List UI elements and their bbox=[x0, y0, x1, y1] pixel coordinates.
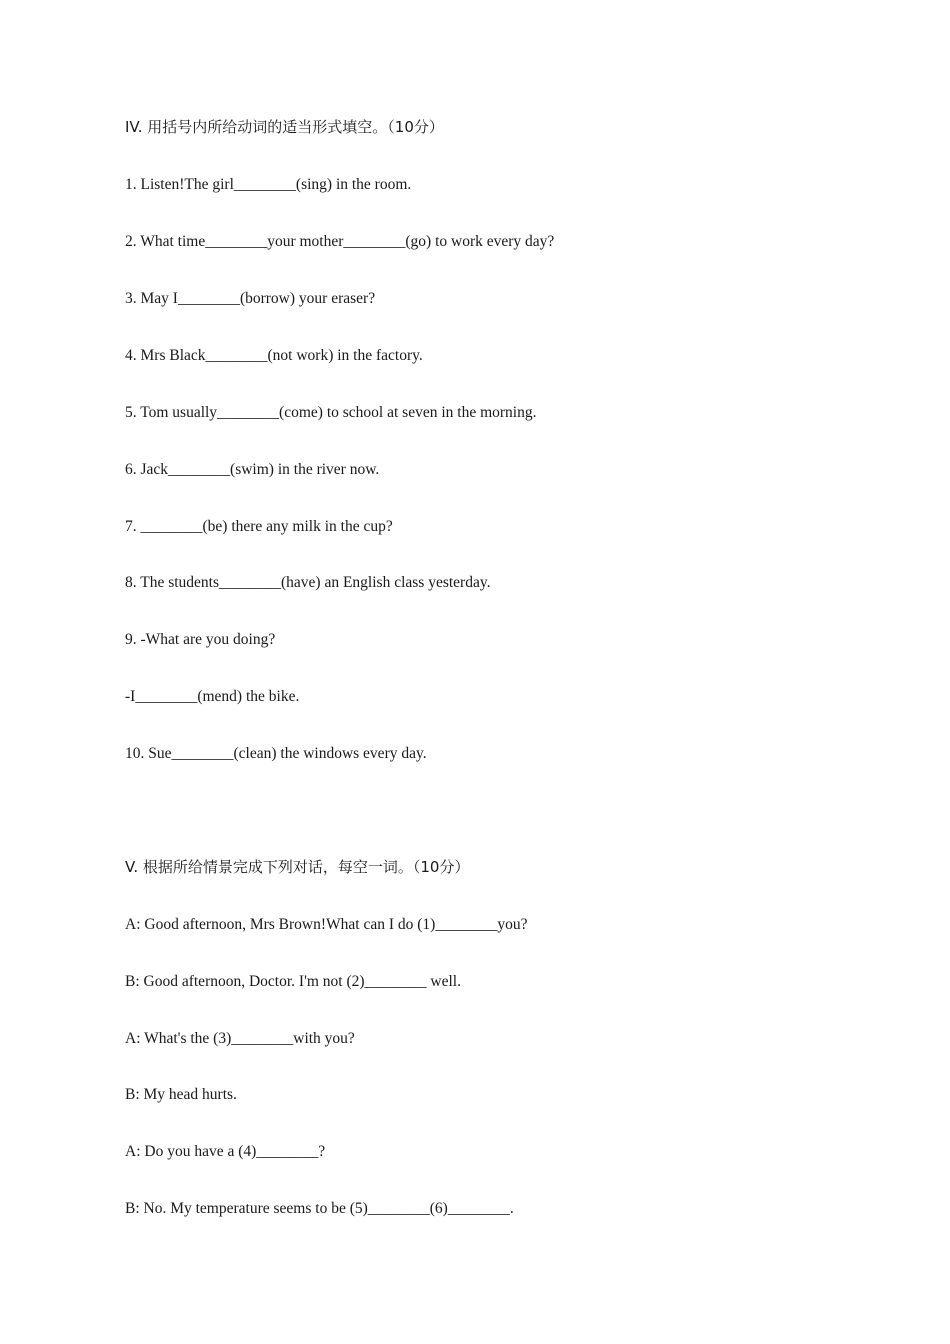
question-3: 3. May I________(borrow) your eraser? bbox=[125, 290, 376, 307]
question-7: 7. ________(be) there any milk in the cup? bbox=[125, 518, 393, 535]
dialogue-line-2: B: Good afternoon, Doctor. I'm not (2)________ well. bbox=[125, 973, 461, 990]
dialogue-line-5: A: Do you have a (4)________? bbox=[125, 1143, 326, 1160]
dialogue-line-6: B: No. My temperature seems to be (5)________(6)________. bbox=[125, 1200, 514, 1217]
question-5: 5. Tom usually________(come) to school at seven in the morning. bbox=[125, 404, 537, 421]
section-4-heading: IV. 用括号内所给动词的适当形式填空。（10分） bbox=[125, 118, 444, 136]
question-8: 8. The students________(have) an English class yesterday. bbox=[125, 574, 491, 591]
question-4: 4. Mrs Black________(not work) in the factory. bbox=[125, 347, 423, 364]
section-5-heading: V. 根据所给情景完成下列对话，每空一词。（10分） bbox=[125, 858, 470, 876]
dialogue-line-3: A: What's the (3)________with you? bbox=[125, 1030, 355, 1047]
dialogue-line-4: B: My head hurts. bbox=[125, 1086, 237, 1103]
question-6: 6. Jack________(swim) in the river now. bbox=[125, 461, 380, 478]
question-1: 1. Listen!The girl________(sing) in the room. bbox=[125, 176, 412, 193]
question-9: 9. -What are you doing? bbox=[125, 631, 276, 648]
question-2: 2. What time________your mother________(go) to work every day? bbox=[125, 233, 555, 250]
question-10: 10. Sue________(clean) the windows every day. bbox=[125, 745, 427, 762]
question-9-answer: -I________(mend) the bike. bbox=[125, 688, 300, 705]
dialogue-line-1: A: Good afternoon, Mrs Brown!What can I do (1)________you? bbox=[125, 916, 528, 933]
